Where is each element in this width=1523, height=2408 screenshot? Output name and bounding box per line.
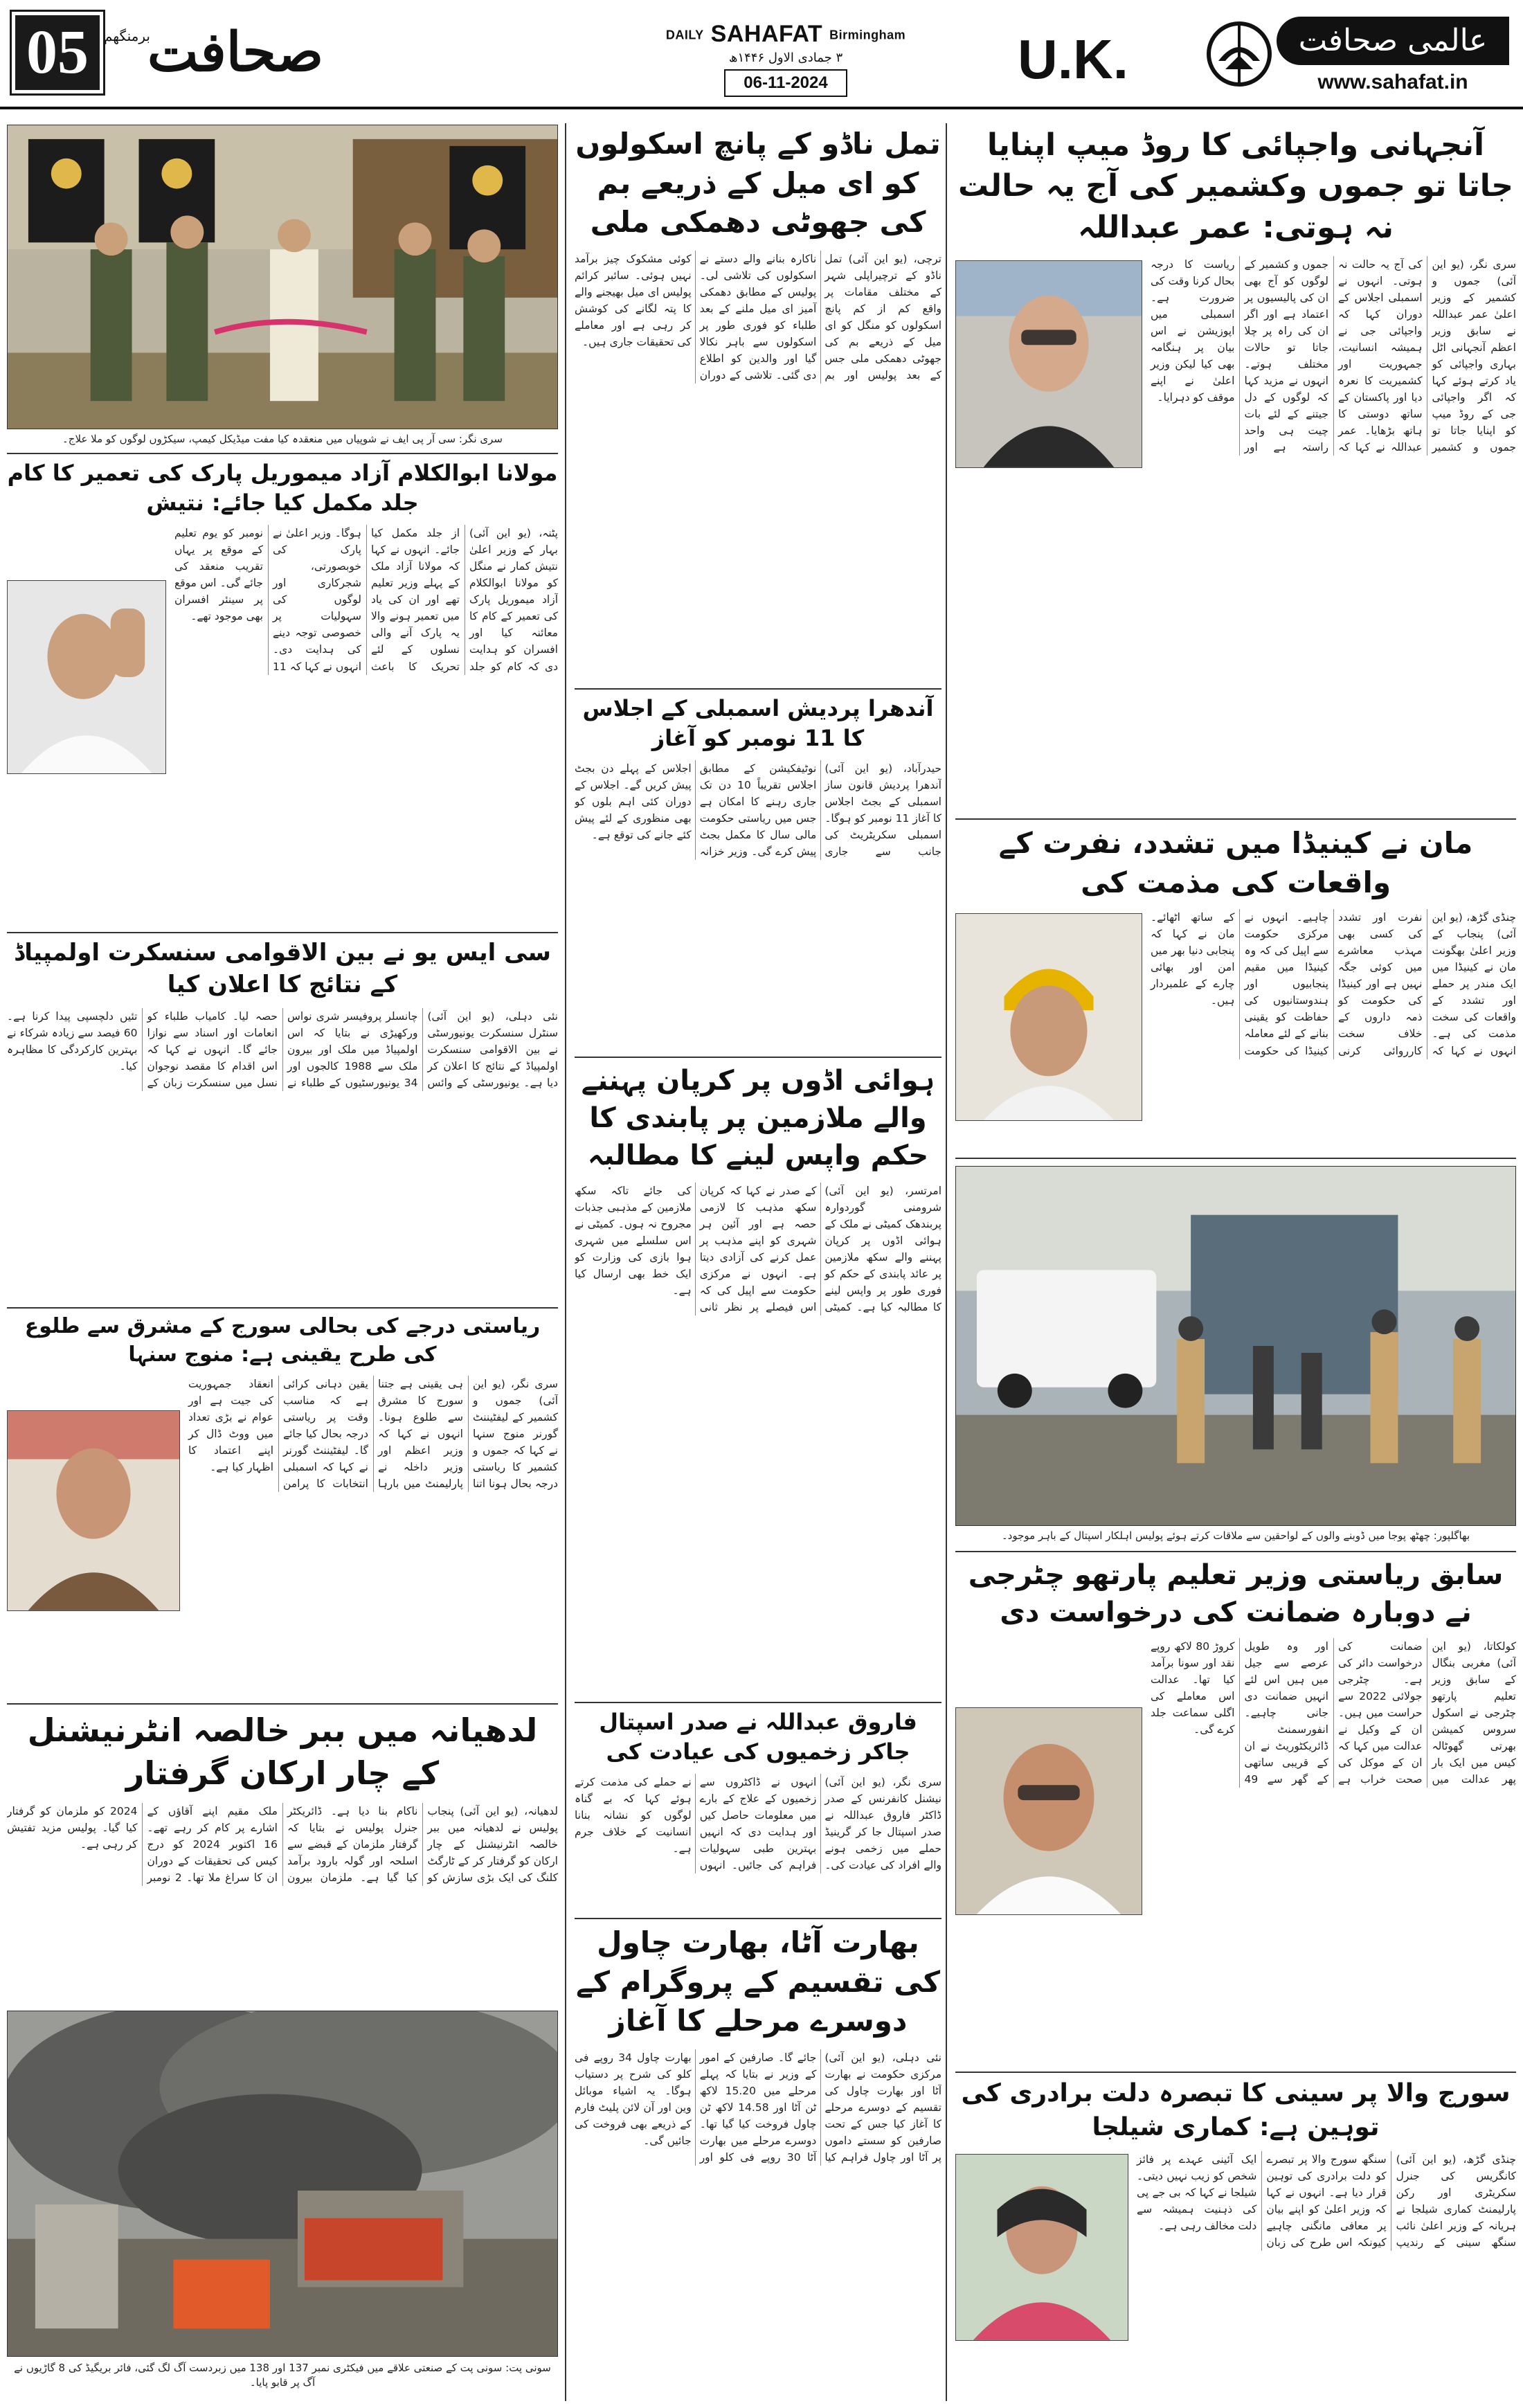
article-headline: سابق ریاستی وزیر تعلیم پارتھو چٹرجی نے دوبارہ ضمانت کی درخواست دی <box>968 1559 1504 1628</box>
bhagalpur-caption: بھاگلپور: چھٹھ پوجا میں ڈوبنے والوں کے لواحقین سے ملاقات کرتے ہوئے پولیس اہلکار اسپتال کے باہر موجود۔ <box>1001 1529 1470 1542</box>
article-body: حیدرآباد، (یو این آئی) آندھرا پردیش قانون ساز اسمبلی کے بجٹ اجلاس کا آغاز 11 نومبر کو ہوگا۔ اسمبلی سکریٹریٹ کی جانب سے جاری نوٹیفکیشن کے مطابق اجلاس تقریباً 10 دن تک جاری رہنے کا امکان ہے جس میں ریاستی حکومت مالی سال کا مکمل بجٹ پیش کرے گی۔ وزیر خزانہ اجلاس کے پہلے دن بجٹ پیش کریں گے۔ اجلاس کے دوران کئی اہم بلوں کو بھی منظوری کے لئے پیش کئے جانے کی توقع ہے۔ <box>575 762 941 859</box>
column-divider <box>565 123 566 2401</box>
masthead <box>0 0 1523 111</box>
omar-abdullah-photo <box>955 260 1142 468</box>
manoj-sinha-photo <box>7 1410 180 1611</box>
article-body: سری نگر، (یو این آئی) نیشنل کانفرنس کے صدر ڈاکٹر فاروق عبداللہ نے صدر اسپتال جا کر گرینیڈ حملے میں زخمی ہونے والے افراد کی عیادت کی۔ انہوں نے ڈاکٹروں سے زخمیوں کے علاج کے بارے میں معلومات حاصل کیں اور ہدایت دی کہ انہیں بہترین طبی سہولیات فراہم کی جائیں۔ انہوں نے حملے کی مذمت کرتے ہوئے کہا کہ بے گناہ لوگوں کو نشانہ بنانا انسانیت کے خلاف جرم ہے۔ <box>575 1776 941 1872</box>
article-divider <box>7 1307 558 1309</box>
article-sanskrit-olympiad <box>7 937 558 1304</box>
article-maulana-azad-park <box>7 458 558 929</box>
article-headline: سورج والا پر سینی کا تبصرہ دلت برادری کی توہین ہے: کماری شیلجا <box>961 2079 1511 2141</box>
column-divider <box>946 123 947 2401</box>
globe-icon <box>1205 19 1274 89</box>
article-headline: آنجہانی واجپائی کا روڈ میپ اپنایا جاتا تو جموں وکشمیر کی آج یہ حالت نہ ہوتی: عمر عبداللہ <box>957 127 1514 245</box>
article-body: چنڈی گڑھ، (یو این آئی) پنجاب کے وزیر اعلیٰ بھگونت مان نے کینیڈا میں ایک مندر پر حملے اور تشدد کے واقعات کی سخت مذمت کی ہے۔ انہوں نے کہا کہ نفرت اور تشدد کی کسی بھی مہذب معاشرے میں کوئی جگہ نہیں ہے اور کینیڈا کی حکومت کو ذمہ داروں کے خلاف سخت کارروائی کرنی چاہیے۔ انہوں نے مرکزی حکومت سے اپیل کی کہ وہ کینیڈا میں مقیم پنجابیوں اور ہندوستانیوں کی حفاظت کو یقینی بنانے کے لئے معاملہ کینیڈا کی حکومت کے ساتھ اٹھائے۔ مان نے کہا کہ پنجابی دنیا بھر میں امن اور بھائی چارے کے علمبردار ہیں۔ <box>1151 911 1516 1057</box>
article-headline: سی ایس یو نے بین الاقوامی سنسکرت اولمپیاڈ کے نتائج کا اعلان کیا <box>14 939 551 998</box>
article-headline: ریاستی درجے کی بحالی سورج کے مشرق سے طلوع کی طرح یقینی ہے: منوج سنہا <box>24 1314 541 1367</box>
article-divider <box>7 453 558 454</box>
sonipat-fire-photo <box>7 2011 558 2357</box>
article-body: نئی دہلی، (یو این آئی) مرکزی حکومت نے بھارت آٹا اور بھارت چاول کی تقسیم کے دوسرے مرحلے کا آغاز کیا جس کے تحت صارفین کو سستے داموں پر آٹا اور چاول فراہم کیا جائے گا۔ صارفین کے امور کے وزیر نے بتایا کہ پہلے مرحلے میں 15.20 لاکھ ٹن آٹا اور 14.58 لاکھ ٹن چاول فروخت کیا گیا تھا۔ دوسرے مرحلے میں بھارت آٹا 30 روپے فی کلو اور بھارت چاول 34 روپے فی کلو کی شرح پر دستیاب ہوگا۔ یہ اشیاء موبائل وین اور آن لائن پلیٹ فارم کے ذریعے بھی فروخت کی جائیں گی۔ <box>575 2051 941 2164</box>
page-number: 05 <box>15 15 100 90</box>
partha-chatterjee-photo <box>955 1707 1142 1915</box>
article-divider <box>955 1551 1516 1552</box>
article-body: نئی دہلی، (یو این آئی) سنٹرل سنسکرت یونیورسٹی نے بین الاقوامی سنسکرت اولمپیاڈ کے نتائج کا اعلان کر دیا ہے۔ یونیورسٹی کے وائس چانسلر پروفیسر شری نواس ورکھیڑی نے بتایا کہ اس اولمپیاڈ میں ملک اور بیرون ملک سے 1988 کالجوں اور 34 یونیورسٹیوں کے طلباء نے حصہ لیا۔ کامیاب طلباء کو انعامات اور اسناد سے نوازا جائے گا۔ انہوں نے کہا کہ اس اقدام کا مقصد نوجوان نسل میں سنسکرت زبان کے تئیں دلچسپی پیدا کرنا ہے۔ 60 فیصد سے زیادہ شرکاء نے بہترین کارکردگی کا مظاہرہ کیا۔ <box>7 1009 558 1089</box>
article-divider <box>575 1057 941 1058</box>
article-farooq-abdullah <box>575 1707 941 1915</box>
brand-name: عالمی صحافت <box>1277 17 1509 65</box>
article-headline: لدھیانہ میں ببر خالصہ انٹرنیشنل کے چار ارکان گرفتار <box>27 1711 538 1792</box>
article-body: ترچی، (یو این آئی) تمل ناڈو کے ترچیراپلی شہر کے مختلف مقامات پر واقع کم از کم پانچ اسکولوں کو منگل کو ای میل کے ذریعے بم کی جھوٹی دھمکی ملی جس کے بعد پولیس اور بم ناکارہ بنانے والے دستے نے اسکولوں کی تلاشی لی۔ پولیس کے مطابق دھمکی آمیز ای میل ملنے کے بعد طلباء کو فوری طور پر اسکولوں سے باہر نکالا گیا اور والدین کو اطلاع دی گئی۔ تلاشی کے دوران کوئی مشکوک چیز برآمد نہیں ہوئی۔ سائبر کرائم پولیس ای میل بھیجنے والے کا پتہ لگانے کی کوشش کر رہی ہے اور معاملے کی تحقیقات جاری ہیں۔ <box>575 253 941 382</box>
article-body: چنڈی گڑھ، (یو این آئی) کانگریس کی جنرل سکریٹری اور رکن پارلیمنٹ کماری شیلجا نے ہریانہ کے وزیر اعلیٰ نائب سنگھ سینی کے رندیپ سنگھ سورج والا پر تبصرے کو دلت برادری کی توہین قرار دیا ہے۔ انہوں نے کہا کہ وزیر اعلیٰ کو اپنے بیان پر معافی مانگنی چاہیے کیونکہ اس طرح کی زبان ایک آئینی عہدے پر فائز شخص کو زیب نہیں دیتی۔ شیلجا نے کہا کہ بی جے پی کی ذہنیت ہمیشہ سے دلت مخالف رہی ہے۔ <box>1137 2153 1516 2249</box>
article-body: امرتسر، (یو این آئی) شرومنی گوردوارہ پربندھک کمیٹی نے ملک کے ہوائی اڈوں پر کرپان پہننے والے سکھ ملازمین پر عائد پابندی کے حکم کو فوری طور پر واپس لینے کا مطالبہ کیا ہے۔ کمیٹی کے صدر نے کہا کہ کرپان سکھ مذہب کا لازمی حصہ ہے اور آئین ہر شہری کو اپنے مذہب پر عمل کرنے کی آزادی دیتا ہے۔ انہوں نے مرکزی حکومت سے اپیل کی کہ اس فیصلے پر نظر ثانی کی جائے تاکہ سکھ ملازمین کے مذہبی جذبات مجروح نہ ہوں۔ کمیٹی نے اس سلسلے میں شہری ہوا بازی کی وزارت کو ایک خط بھی ارسال کیا ہے۔ <box>575 1185 941 1314</box>
article-bharat-atta <box>575 1923 941 2401</box>
article-headline: آندھرا پردیش اسمبلی کے اجلاس کا 11 نومبر کو آغاز <box>582 695 934 752</box>
article-body: سری نگر، (یو این آئی) جموں و کشمیر کے وزیر اعلیٰ عمر عبداللہ نے سابق وزیر اعظم آنجہانی اٹل بہاری واجپائی کو یاد کرتے ہوئے کہا کہ اگر واجپائی جی کے روڈ میپ کو اپنایا جاتا تو جموں و کشمیر کی آج یہ حالت نہ ہوتی۔ انہوں نے اسمبلی اجلاس کے دوران کہا کہ واجپائی جی نے ہمیشہ انسانیت، جمہوریت اور کشمیریت کا نعرہ دیا اور پاکستان کے ساتھ دوستی کا ہاتھ بڑھایا۔ عمر عبداللہ نے کہا کہ جموں و کشمیر کے لوگوں کو آج بھی ان کی پالیسیوں پر اعتماد ہے اور اگر ان کی راہ پر چلا جاتا تو حالات مختلف ہوتے۔ انہوں نے مزید کہا کہ لوگوں کے دل جیتنے کے لئے بات چیت ہی واحد راستہ ہے اور ریاست کا درجہ بحال کرنا وقت کی ضرورت ہے۔ اسمبلی میں اپوزیشن نے اس بیان پر ہنگامہ بھی کیا لیکن وزیر اعلیٰ نے اپنے موقف کو دہرایا۔ <box>1151 258 1516 454</box>
crpf-camp-photo <box>7 125 558 429</box>
article-body: سری نگر، (یو این آئی) جموں و کشمیر کے لیفٹیننٹ گورنر منوج سنہا نے کہا کہ جموں و کشمیر کا ریاستی درجہ بحال ہونا اتنا ہی یقینی ہے جتنا سورج کا مشرق سے طلوع ہونا۔ انہوں نے کہا کہ وزیر اعظم اور وزیر داخلہ نے پارلیمنٹ میں بارہا یقین دہانی کرائی ہے کہ مناسب وقت پر ریاستی درجہ بحال کیا جائے گا۔ لیفٹیننٹ گورنر نے کہا کہ اسمبلی انتخابات کا پرامن انعقاد جمہوریت کی جیت ہے اور عوام نے بڑی تعداد میں ووٹ ڈال کر اپنے اعتماد کا اظہار کیا ہے۔ <box>188 1378 558 1491</box>
issue-date: 06-11-2024 <box>724 69 847 97</box>
daily-title <box>665 21 907 48</box>
article-headline: مان نے کینیڈا میں تشدد، نفرت کے واقعات کی مذمت کی <box>998 826 1473 899</box>
article-divider <box>955 2072 1516 2073</box>
hijri-date: ۳ جمادی الاول ۱۴۴۶ھ <box>728 51 843 65</box>
region-label: U.K. <box>1018 28 1128 90</box>
article-andhra-assembly <box>575 694 941 1054</box>
nitish-kumar-photo <box>7 580 166 774</box>
article-ludhiana-arrests <box>7 1709 558 2006</box>
article-divider <box>575 1702 941 1703</box>
article-headline: فاروق عبداللہ نے صدر اسپتال جاکر زخمیوں کی عیادت کی <box>599 1709 917 1765</box>
brand-url[interactable]: www.sahafat.in <box>1317 71 1468 93</box>
bhagwant-mann-photo <box>955 913 1142 1121</box>
article-kumari-selja <box>955 2077 1516 2402</box>
article-headline: تمل ناڈو کے پانچ اسکولوں کو ای میل کے ذریعے بم کی جھوٹی دھمکی ملی <box>575 127 941 240</box>
daily-name: SAHAFAT <box>710 21 823 47</box>
article-body: کولکاتا، (یو این آئی) مغربی بنگال کے سابق وزیر تعلیم پارتھو چٹرجی نے اسکول سروس کمیشن بھرتی گھوٹالہ کیس میں ایک بار پھر عدالت میں ضمانت کی درخواست دائر کی ہے۔ چٹرجی جولائی 2022 سے حراست میں ہیں۔ ان کے وکیل نے عدالت میں کہا کہ ان کے موکل کی صحت خراب ہے اور وہ طویل عرصے سے جیل میں ہیں اس لئے انہیں ضمانت دی جانی چاہیے۔ انفورسمنٹ ڈائریکٹوریٹ نے ان کے قریبی ساتھی کے گھر سے 49 کروڑ 80 لاکھ روپے نقد اور سونا برآمد کیا تھا۔ عدالت اس معاملے کی اگلی سماعت جلد کرے گی۔ <box>1151 1640 1516 1786</box>
daily-block <box>665 21 907 97</box>
article-headline: بھارت آٹا، بھارت چاول کی تقسیم کے پروگرام کے دوسرے مرحلے کا آغاز <box>575 1925 941 2038</box>
crpf-camp-caption: سری نگر: سی آر پی ایف نے شوپیاں میں منعقدہ کیا مفت میڈیکل کیمپ، سیکڑوں لوگوں کو ملا علاج۔ <box>62 433 503 445</box>
article-kirpan-ban <box>575 1062 941 1699</box>
article-statehood-manoj-sinha <box>7 1313 558 1700</box>
article-divider <box>955 1158 1516 1159</box>
article-mann-canada <box>955 824 1516 1156</box>
article-omar-abdullah <box>955 125 1516 817</box>
brand-logo <box>1205 17 1509 98</box>
article-divider <box>7 1703 558 1705</box>
daily-city: Birmingham <box>829 28 906 42</box>
article-divider <box>7 932 558 933</box>
article-divider <box>575 688 941 690</box>
article-tamil-nadu-bomb-threat <box>575 125 941 685</box>
sonipat-fire-caption: سونی پت: سونی پت کے صنعتی علاقے میں فیکٹری نمبر 137 اور 138 میں زبردست آگ لگ گئی، فائر بریگیڈ کی 8 گاڑیوں نے آگ پر قابو پایا۔ <box>14 2362 551 2389</box>
bhagalpur-photo <box>955 1166 1516 1526</box>
article-partha-chatterjee <box>955 1556 1516 2069</box>
article-divider <box>955 818 1516 820</box>
daily-label: DAILY <box>665 28 704 42</box>
urdu-logo-city: برمنگھم <box>104 28 150 44</box>
article-headline: ہوائی اڈوں پر کرپان پہننے والے ملازمین پر پابندی کا حکم واپس لینے کا مطالبہ <box>581 1065 935 1171</box>
article-body: پٹنہ، (یو این آئی) بہار کے وزیر اعلیٰ نتیش کمار نے منگل کو مولانا ابوالکلام آزاد میموریل پارک کی تعمیر کے کام کا معائنہ کیا اور افسران کو ہدایت دی کہ کام کو جلد از جلد مکمل کیا جائے۔ انہوں نے کہا کہ مولانا آزاد ملک کے پہلے وزیر تعلیم تھے اور ان کی یاد میں تعمیر ہونے والا یہ پارک آنے والی نسلوں کے لئے تحریک کا باعث ہوگا۔ وزیر اعلیٰ نے پارک کی خوبصورتی، شجرکاری اور لوگوں کی سہولیات پر خصوصی توجہ دینے کی ہدایت دی۔ انہوں نے کہا کہ 11 نومبر کو یوم تعلیم کے موقع پر یہاں تقریب منعقد کی جائے گی۔ اس موقع پر سینئر افسران بھی موجود تھے۔ <box>174 527 558 673</box>
kumari-selja-photo <box>955 2154 1128 2341</box>
urdu-logo: صحافت <box>147 21 324 84</box>
article-divider <box>575 1918 941 1919</box>
masthead-rule <box>0 107 1523 109</box>
article-headline: مولانا ابوالکلام آزاد میموریل پارک کی تعمیر کا کام جلد مکمل کیا جائے: نتیش <box>7 460 558 516</box>
article-body: لدھیانہ، (یو این آئی) پنجاب پولیس نے لدھیانہ میں ببر خالصہ انٹرنیشنل کے چار ارکان کو گرفتار کر کے ٹارگٹ کلنگ کی ایک بڑی سازش کو ناکام بنا دیا ہے۔ ڈائریکٹر جنرل پولیس نے بتایا کہ گرفتار ملزمان کے قبضے سے اسلحہ اور گولہ بارود برآمد کیا گیا ہے۔ ملزمان بیرون ملک مقیم اپنے آقاؤں کے اشارے پر کام کر رہے تھے۔ 16 اکتوبر 2024 کو درج کیس کی تحقیقات کے دوران ان کا سراغ ملا تھا۔ 2 نومبر 2024 کو ملزمان کو گرفتار کیا گیا۔ پولیس مزید تفتیش کر رہی ہے۔ <box>7 1805 558 1885</box>
